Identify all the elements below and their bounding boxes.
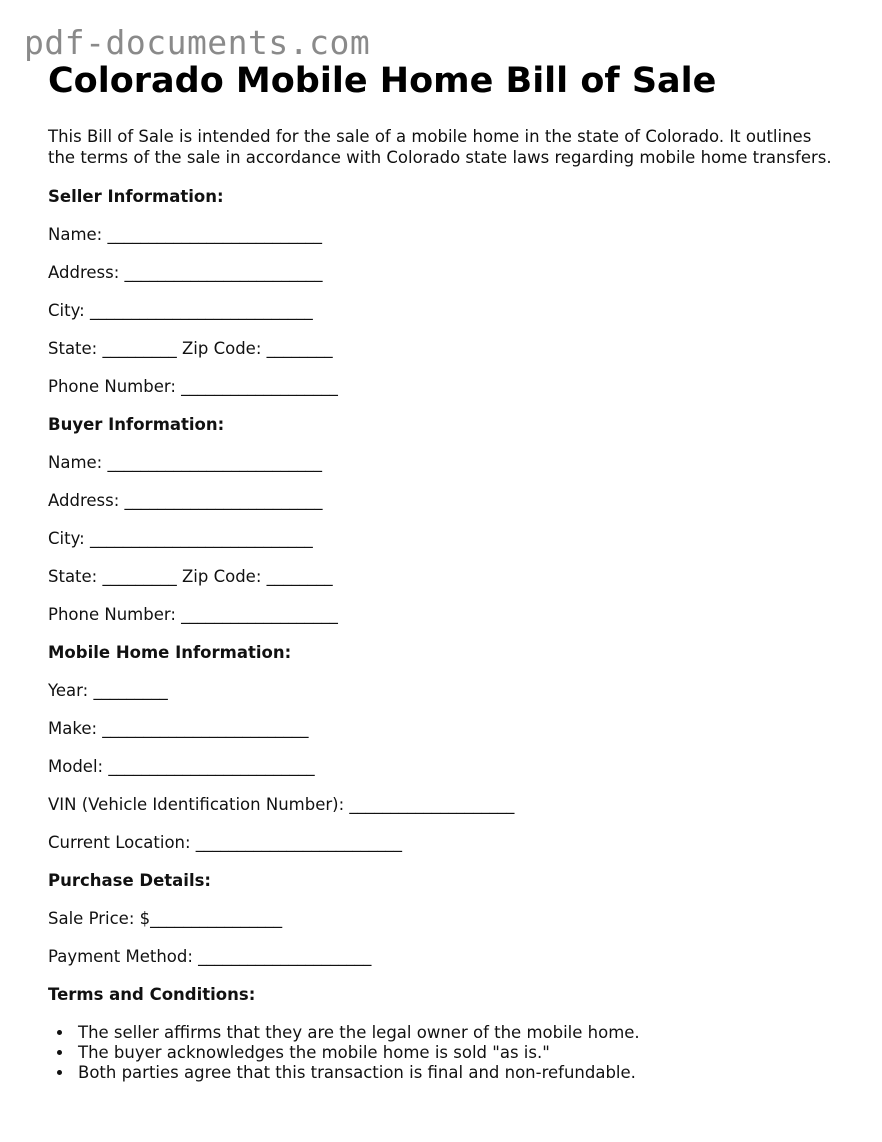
home-location-field[interactable]: Current Location: _________________________ xyxy=(48,833,403,852)
home-section-heading xyxy=(48,643,838,681)
section-heading: Purchase Details: xyxy=(48,871,212,890)
terms-list xyxy=(48,1023,838,1083)
purchase-section-heading xyxy=(48,871,838,909)
home-year-field[interactable]: Year: _________ xyxy=(48,681,168,700)
buyer-address-field[interactable]: Address: ________________________ xyxy=(48,491,323,510)
sale-price-field[interactable]: Sale Price: $________________ xyxy=(48,909,283,928)
intro-paragraph: This Bill of Sale is intended for the sale of a mobile home in the state of Colorado. It outlines the terms of the sale in accordance with Colorado state laws regarding mobile home transfers. xyxy=(48,127,832,167)
list-item: • The buyer acknowledges the mobile home is sold "as is." xyxy=(74,1043,838,1063)
buyer-name-field[interactable]: Name: __________________________ xyxy=(48,453,322,472)
buyer-section-heading xyxy=(48,415,838,453)
seller-name-field[interactable]: Name: __________________________ xyxy=(48,225,322,244)
seller-address-field[interactable]: Address: ________________________ xyxy=(48,263,323,282)
section-heading: Terms and Conditions: xyxy=(48,985,256,1004)
document-title: Colorado Mobile Home Bill of Sale xyxy=(48,61,717,101)
seller-phone-field[interactable]: Phone Number: ___________________ xyxy=(48,377,338,396)
buyer-phone-field[interactable]: Phone Number: ___________________ xyxy=(48,605,338,624)
document-body xyxy=(48,60,838,1083)
section-heading: Seller Information: xyxy=(48,187,224,206)
seller-state-zip-field[interactable]: State: _________ Zip Code: ________ xyxy=(48,339,333,358)
seller-section-heading xyxy=(48,187,838,225)
list-item: • The seller affirms that they are the legal owner of the mobile home. xyxy=(74,1023,838,1043)
home-model-field[interactable]: Model: _________________________ xyxy=(48,757,315,776)
seller-city-field[interactable]: City: ___________________________ xyxy=(48,301,313,320)
home-make-field[interactable]: Make: _________________________ xyxy=(48,719,309,738)
buyer-state-zip-field[interactable]: State: _________ Zip Code: ________ xyxy=(48,567,333,586)
list-item: • Both parties agree that this transaction is final and non-refundable. xyxy=(74,1063,838,1083)
terms-section-heading xyxy=(48,985,838,1023)
section-heading: Mobile Home Information: xyxy=(48,643,292,662)
payment-method-field[interactable]: Payment Method: _____________________ xyxy=(48,947,372,966)
section-heading: Buyer Information: xyxy=(48,415,225,434)
watermark: pdf-documents.com xyxy=(24,23,371,62)
home-vin-field[interactable]: VIN (Vehicle Identification Number): ____________________ xyxy=(48,795,515,814)
buyer-city-field[interactable]: City: ___________________________ xyxy=(48,529,313,548)
